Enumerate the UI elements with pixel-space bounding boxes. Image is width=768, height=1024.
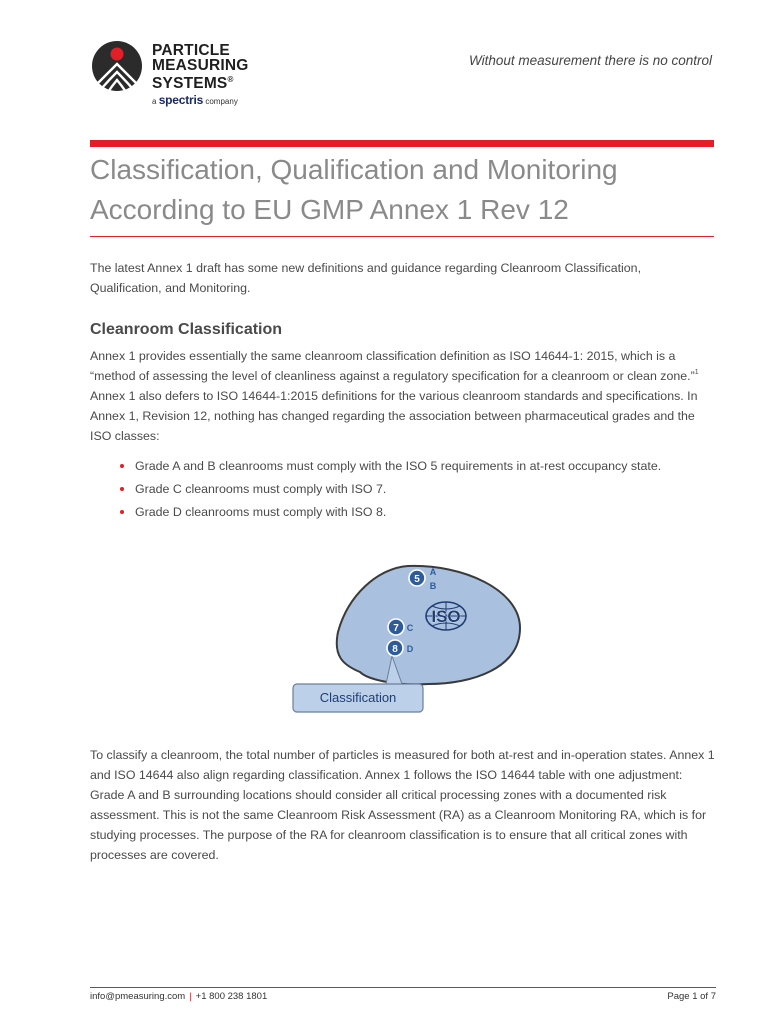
list-item: Grade A and B cleanrooms must comply with the ISO 5 requirements in at-rest occupancy state.	[118, 455, 698, 478]
grade-5-number: 5	[414, 574, 420, 585]
title-divider	[90, 236, 714, 237]
grade-bullet-list	[118, 455, 698, 524]
classification-text-part2: Annex 1 also defers to ISO 14644-1:2015 definitions for the various cleanroom standards and specifications. In Annex 1, Revision 12, nothing has changed regarding the association between pharmaceutical grades and the ISO classes:	[90, 389, 698, 443]
grade-b-label: B	[429, 581, 437, 591]
logo-mark-icon	[91, 40, 143, 96]
logo-line-1: PARTICLE	[152, 42, 230, 59]
logo-line-2: MEASURING	[152, 56, 249, 74]
grade-d-label: D	[406, 644, 414, 654]
logo-line-3	[152, 73, 249, 92]
grade-8-number: 8	[392, 644, 398, 655]
iso-text: ISO	[431, 607, 461, 626]
logo-sub-brand: spectris	[158, 93, 204, 107]
logo-line-3-text: SYSTEMS	[152, 75, 228, 92]
tagline: Without measurement there is no control	[469, 53, 712, 68]
grade-7-number: 7	[393, 623, 399, 634]
section-heading: Cleanroom Classification	[90, 321, 283, 338]
list-item: Grade D cleanrooms must comply with ISO 8.	[118, 501, 698, 524]
company-logo	[91, 40, 281, 110]
bubble-shape	[337, 566, 520, 684]
footer-divider	[90, 987, 716, 988]
top-accent-bar	[90, 140, 714, 147]
logo-sub-suffix: company	[205, 97, 238, 106]
footer-contact	[90, 991, 267, 1002]
page-number: Page 1 of 7	[667, 991, 716, 1002]
logo-subline	[152, 93, 238, 107]
callout-label: Classification	[319, 690, 397, 705]
page-title: Classification, Qualification and Monitoring According to EU GMP Annex 1 Rev 12	[90, 154, 618, 225]
intro-paragraph: The latest Annex 1 draft has some new definitions and guidance regarding Cleanroom Classification, Qualification, and Monitoring.	[90, 261, 642, 295]
logo-sub-prefix: a	[152, 97, 157, 106]
list-item: Grade C cleanrooms must comply with ISO 7.	[118, 478, 698, 501]
classify-paragraph: To classify a cleanroom, the total number of particles is measured for both at-rest and in-operation states. Annex 1 and ISO 14644 also align regarding classification. Annex 1 follows the ISO 14644 table with one adjustment: Grade A and B surrounding locations should consider all critical processing zones with a documented risk assessment. This is not the same Cleanroom Risk Assessment (RA) as a Cleanroom Monitoring RA, which is for studying processes. The purpose of the RA for cleanroom classification is to ensure that all critical zones with processes are covered.	[90, 748, 715, 862]
footnote-ref: 1	[694, 369, 699, 376]
registered-mark: ®	[227, 75, 234, 84]
logo-wordmark	[152, 44, 249, 92]
grade-a-label: A	[429, 567, 437, 577]
grade-c-label: C	[406, 623, 414, 633]
classification-paragraph	[90, 346, 716, 446]
classification-text-part1: Annex 1 provides essentially the same cleanroom classification definition as ISO 14644-1: 2015, which is a “method of assessing the level of cleanliness against a regulatory specification for a cleanroom or clean zone.”	[90, 349, 695, 383]
footer-phone: +1 800 238 1801	[195, 991, 268, 1002]
iso-logo-icon	[426, 602, 466, 630]
classification-diagram	[288, 560, 528, 720]
footer-separator: |	[189, 991, 192, 1002]
footer-email-link[interactable]: info@pmeasuring.com	[90, 991, 186, 1002]
